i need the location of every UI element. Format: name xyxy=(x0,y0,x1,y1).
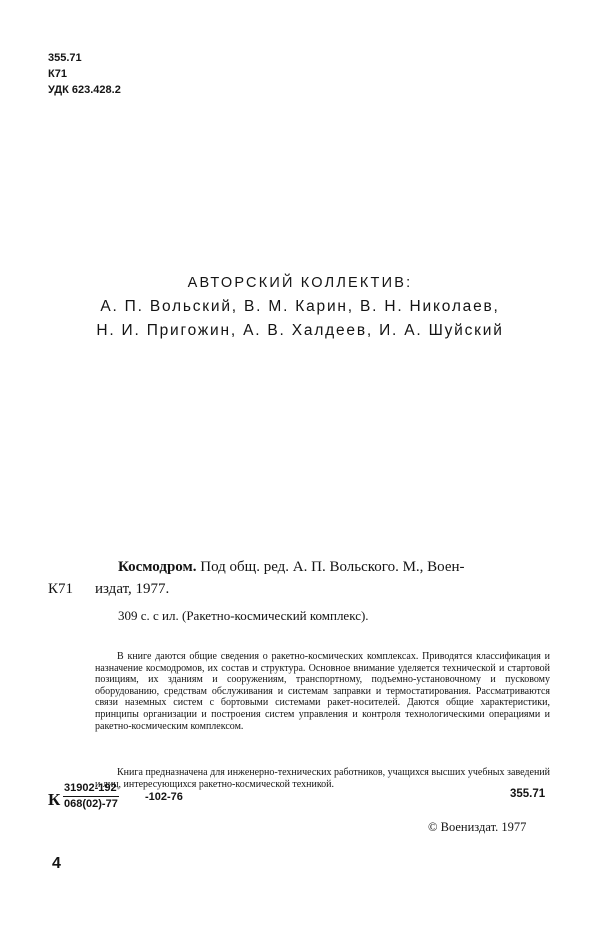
book-title: Космодром. xyxy=(118,559,197,575)
collective-heading: АВТОРСКИЙ КОЛЛЕКТИВ: xyxy=(187,275,413,291)
pages-series: 309 с. с ил. (Ракетно-космический комплекс). xyxy=(118,608,369,623)
catalog-denominator: 068(02)-77 xyxy=(64,798,118,810)
page-number: 4 xyxy=(52,855,61,872)
udk-index: УДК 623.428.2 xyxy=(48,84,121,96)
authors-line-2: Н. И. Пригожин, А. В. Халдеев, И. А. Шуйский xyxy=(96,322,504,339)
abstract-paragraph-1: В книге даются общие сведения о ракетно-космических комплексах. Приводятся классификация и назначение космодромов, их состав и структура. Основное внимание уделяется технической и стартовой позициям, их зданиям и сооружениям, транспортному, подъемно-установочному и пусковому оборудованию, средствам обслуживания и системам заправки и термостатирования. Рассматриваются связи наземных систем с бортовыми системами ракет-носителей. Даются общие характеристики, принципы организации и построения систем управления и контроля технологическими операциями и ракетно-космическим комплексом. xyxy=(95,651,550,732)
bbk-index: 355.71 xyxy=(48,52,82,64)
catalog-numerator: 31902-192 xyxy=(63,782,119,797)
abstract-paragraph-2: Книга предназначена для инженерно-технических работников, учащихся высших учебных заведений и лиц, интересующихся ракетно-космической техникой. xyxy=(95,767,550,790)
author-mark: К71 xyxy=(48,68,67,80)
bbk-index-right: 355.71 xyxy=(510,788,546,800)
catalog-suffix: -102-76 xyxy=(145,791,183,803)
catalog-fraction xyxy=(63,782,119,811)
bibliographic-line-2: издат, 1977. xyxy=(95,581,170,597)
editor-publisher: Под общ. ред. А. П. Вольского. М., Воен- xyxy=(200,559,465,575)
copyright-notice: © Воениздат. 1977 xyxy=(428,820,527,834)
bibliographic-line-1 xyxy=(118,557,465,577)
catalog-letter: К xyxy=(48,790,61,809)
bibliographic-author-mark: К71 xyxy=(48,581,74,597)
authors-line-1: А. П. Вольский, В. М. Карин, В. Н. Николаев, xyxy=(100,298,500,315)
